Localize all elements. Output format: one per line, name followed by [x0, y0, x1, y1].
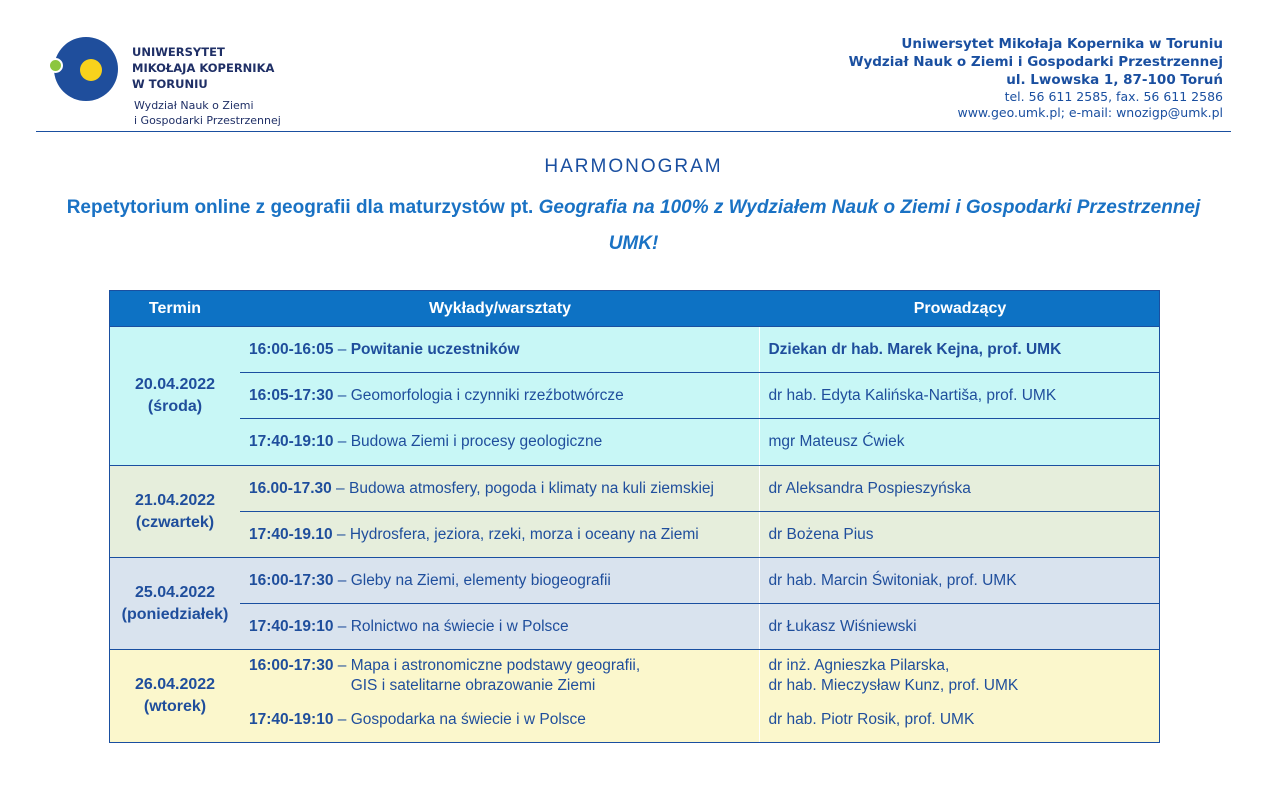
lecture-title: Geomorfologia i czynniki rzeźbotwórcze: [350, 386, 624, 404]
table-header: [110, 291, 1159, 326]
table-row: [240, 327, 1159, 372]
lecture-title-line: Mapa i astronomiczne podstawy geografii,: [350, 657, 641, 674]
lecturer-name-line: dr hab. Mieczysław Kunz, prof. UMK: [768, 677, 1019, 694]
lecturer-name: dr Aleksandra Pospieszyńska: [768, 479, 971, 497]
lecture-cell: [240, 327, 759, 372]
lecturer-names: [768, 656, 1018, 696]
table-row: [240, 603, 1159, 649]
lecture-cell: [240, 419, 759, 465]
lecture-cell: [240, 558, 759, 603]
page-title: HARMONOGRAM: [544, 156, 723, 177]
lecturer-cell: [759, 558, 1159, 603]
date-label: 20.04.2022: [134, 376, 216, 393]
dash-separator: –: [333, 340, 351, 358]
time-range: 17:40-19.10: [249, 525, 333, 543]
time-range: 17:40-19:10: [249, 711, 334, 728]
contact-block: [849, 35, 1223, 121]
weekday-label: (poniedziałek): [121, 605, 229, 623]
dash-separator: –: [333, 571, 351, 589]
lecture-title: Powitanie uczestników: [350, 340, 520, 358]
date-label: 26.04.2022: [134, 676, 216, 693]
dash-separator: –: [332, 525, 350, 543]
lecturer-name: dr hab. Piotr Rosik, prof. UMK: [768, 711, 975, 728]
contact-address: ul. Lwowska 1, 87-100 Toruń: [1006, 72, 1223, 88]
table-row: [240, 650, 1159, 698]
header-termin: Termin: [148, 300, 202, 317]
lecturer-name: Dziekan dr hab. Marek Kejna, prof. UMK: [768, 340, 1062, 358]
logo-faculty-name: Wydział Nauk o Ziemi i Gospodarki Przestrzennej: [134, 99, 281, 127]
dash-separator: –: [333, 617, 351, 635]
lecturer-cell: [759, 327, 1159, 372]
time-range: 16.00-17.30: [249, 479, 332, 497]
table-row: [240, 511, 1159, 557]
lecturer-name: mgr Mateusz Ćwiek: [768, 433, 905, 450]
contact-faculty: Wydział Nauk o Ziemi i Gospodarki Przestrzennej: [848, 54, 1223, 70]
date-group: [110, 649, 1159, 742]
table-row: [240, 372, 1159, 418]
lecturer-name: dr Łukasz Wiśniewski: [768, 617, 917, 635]
time-range: 17:40-19:10: [249, 617, 334, 635]
schedule-table: [109, 290, 1160, 743]
time-range: 16:05-17:30: [249, 386, 334, 404]
table-row: [240, 698, 1159, 742]
lecturer-name-line: dr inż. Agnieszka Pilarska,: [768, 657, 950, 674]
dash-separator: –: [333, 433, 351, 450]
lecturer-cell: [759, 650, 1159, 698]
dash-separator: –: [333, 657, 351, 674]
date-label: 21.04.2022: [134, 491, 216, 509]
weekday-label: (wtorek): [143, 698, 207, 715]
lecture-cell: [240, 373, 759, 418]
lecture-cell: [240, 466, 759, 511]
table-row: [240, 558, 1159, 603]
time-range: 16:00-17:30: [249, 571, 334, 589]
header-prowadzacy: Prowadzący: [913, 300, 1007, 317]
time-range: 17:40-19:10: [249, 433, 334, 450]
lecturer-name: dr Bożena Pius: [768, 525, 874, 543]
lecture-title: Hydrosfera, jeziora, rzeki, morza i oceany na Ziemi: [349, 525, 699, 543]
time-range: 16:00-16:05: [249, 340, 334, 358]
time-range: 16:00-17:30: [249, 657, 334, 674]
lecture-title: Rolnictwo na świecie i w Polsce: [350, 617, 569, 635]
dash-separator: –: [333, 711, 351, 728]
weekday-label: (środa): [147, 398, 203, 415]
sun-icon: [80, 59, 102, 81]
lecture-cell: [240, 604, 759, 649]
lecture-cell: [240, 650, 759, 698]
planet-dot-icon: [48, 58, 63, 73]
date-group: [110, 326, 1159, 465]
date-cell: [110, 466, 240, 557]
lecturer-name: dr hab. Edyta Kalińska-Nartiša, prof. UMK: [768, 386, 1057, 404]
date-group: [110, 557, 1159, 649]
weekday-label: (czwartek): [135, 513, 215, 531]
date-label: 25.04.2022: [134, 583, 216, 601]
lecturer-cell: [759, 604, 1159, 649]
page-subtitle: Repetytorium online z geografii dla maturzystów pt. Geografia na 100% z Wydziałem Nauk o Ziemi i Gospodarki Przestrzennej UMK!: [66, 197, 1201, 254]
table-row: [240, 418, 1159, 465]
lecturer-name: dr hab. Marcin Świtoniak, prof. UMK: [768, 571, 1017, 589]
contact-web: www.geo.umk.pl; e-mail: wnozigp@umk.pl: [957, 105, 1223, 120]
date-cell: [110, 327, 240, 465]
lecture-title: Budowa Ziemi i procesy geologiczne: [350, 433, 603, 450]
lecturer-cell: [759, 419, 1159, 465]
header-wyklady: Wykłady/warsztaty: [429, 300, 571, 317]
dash-separator: –: [333, 386, 351, 404]
lecture-title: [351, 656, 640, 696]
university-logo: [46, 32, 306, 132]
contact-phone: tel. 56 611 2585, fax. 56 611 2586: [1004, 89, 1223, 104]
table-row: [240, 466, 1159, 511]
lecture-title-line: GIS i satelitarne obrazowanie Ziemi: [350, 677, 596, 694]
contact-university: Uniwersytet Mikołaja Kopernika w Toruniu: [901, 36, 1223, 52]
lecturer-cell: [759, 512, 1159, 557]
lecture-title: Gleby na Ziemi, elementy biogeografii: [350, 571, 611, 589]
lecture-title: Budowa atmosfery, pogoda i klimaty na kuli ziemskiej: [348, 479, 714, 497]
lecture-cell: [240, 512, 759, 557]
logo-university-name: UNIWERSYTET MIKOŁAJA KOPERNIKA W TORUNIU: [132, 45, 275, 91]
dash-separator: –: [331, 479, 349, 497]
date-cell: [110, 558, 240, 649]
lecture-title: Gospodarka na świecie i w Polsce: [350, 711, 586, 728]
lecturer-cell: [759, 698, 1159, 742]
date-cell: [110, 650, 240, 742]
header-divider: [36, 131, 1231, 132]
date-group: [110, 465, 1159, 557]
lecturer-cell: [759, 466, 1159, 511]
lecturer-cell: [759, 373, 1159, 418]
lecture-cell: [240, 698, 759, 742]
logo-emblem-icon: [54, 37, 118, 101]
